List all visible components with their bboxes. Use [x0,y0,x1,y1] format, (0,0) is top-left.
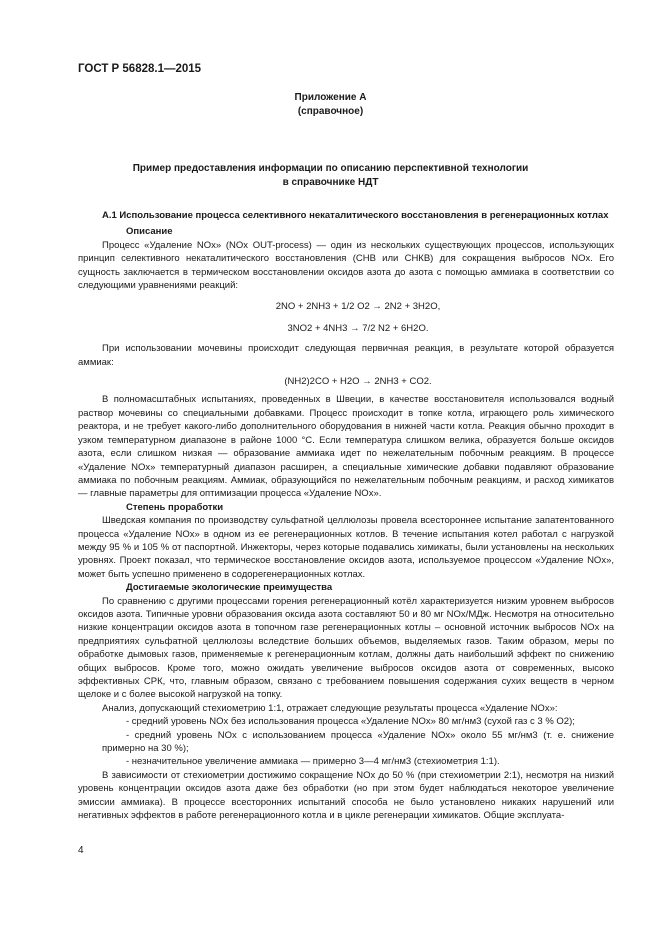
benefits-p3: В зависимости от стехиометрии достижимо сокращение NOx до 50 % (при стехиометрии 2:1), несмотря на низкий уровень концентрации оксидов азота даже без обработки (но при этом будет наблюдаться некоторое увеличение эмиссии аммиака). В процессе всесторонних испытаний способа не было установлено никаких нарушений или негативных эффектов в работе регенерационного котла и в цикле регенерации химикатов. Общие эксплуата- [78,769,614,822]
benefits-list-item: - средний уровень NOx без использования процесса «Удаление NOx» 80 мг/нм3 (сухой газ с 3 % O2); [126,716,575,728]
desc-p2: При использовании мочевины происходит следующая первичная реакция, в результате которой образуется аммиак: [78,343,614,368]
desc-heading: Описание [126,226,173,238]
body-text [78,209,614,822]
appendix-type: (справочное) [297,106,364,117]
desc-p3: В полномасштабных испытаниях, проведенных в Швеции, в качестве восстановителя использовался водный раствор мочевины со специальными добавками. Процесс происходит в топке котла, играющего роль химического реактора, и не требует какого-либо дополнительного оборудования в нижней части котла. Реакция обычно проходит в узком температурном диапазоне в районе 1000 °С. Если температура слишком велика, образуется больше оксидов азота, если слишком низкая — образование аммиака идет по нежелательным побочным реакциям. В процессе «Удаление NOx» температурный диапазон расширен, а специальные химические добавки подавляют образование аммиака по побочным реакциям. Аммиак, образующийся по нежелательным побочным реакциям, и расход химикатов — главные параметры для оптимизации процесса «Удаление NOx». [78,394,614,500]
equation-1: 2NO + 2NH3 + 1/2 O2 → 2N2 + 3H2O, [275,301,441,313]
doc-title-line2: в справочнике НДТ [282,177,379,188]
page-number: 4 [78,845,84,856]
desc-p1: Процесс «Удаление NOx» (NOx OUT-process) — один из нескольких существующих процессов, использующих принцип селективного некаталитического восстановления (СНВ или СНКВ) для сокращения выбросов NOx. Его сущность заключается в термическом восстановлении оксидов азота до азота с помощью аммиака в соответствии со следующими уравнениями реакций: [78,239,614,292]
stage-heading: Степень проработки [126,501,224,513]
stage-p1: Шведская компания по производству сульфатной целлюлозы провела всестороннее испытание запатентованного процесса «Удаление NOx» в одном из ее регенерационных котлов. В течение испытания котел работал с нагрузкой между 95 % и 105 % от паспортной. Инжекторы, через которые подавались химикаты, были установлены на нескольких уровнях. Проект показал, что термическое восстановление оксидов азота, используемое процессом «Удаление NOx», может быть успешно применено в содорегенерационных котлах. [78,515,614,580]
benefits-p1: По сравнению с другими процессами горения регенерационный котёл характеризуется низким уровнем выбросов оксидов азота. Типичные уровни образования оксида азота составляют 50 и 80 мг NOx/МДж. Несмотря на относительно низкие концентрации оксидов азота в топочном газе регенерационных котлы – основной источник выбросов NOx на предприятиях сульфатной целлюлозы вследствие больших объемов, выделяемых газов. Таким образом, меры по обработке дымовых газов, применяемые к регенерационным котлам, должны дать наибольший эффект по снижению общих выбросов. Кроме того, можно ожидать увеличение выбросов оксидов азота от современных, высоко эффективных СРК, что, главным образом, связано с требованием повышения содержания сухих веществ в черном щелоке и с более высокой нагрузкой на топку. [78,595,614,701]
equation-3: (NH2)2CO + H2O → 2NH3 + CO2. [284,376,432,388]
benefits-heading: Достигаемые экологические преимущества [126,582,333,594]
section-title: А.1 Использование процесса селективного некаталитического восстановления в регенерационных котлах [102,210,609,221]
appendix-title: Приложение А [294,92,367,103]
standard-header: ГОСТ Р 56828.1—2015 [78,63,202,75]
benefits-list-item: - незначительное увеличение аммиака — примерно 3—4 мг/нм3 (стехиометрия 1:1). [126,756,500,768]
benefits-list-item: - средний уровень NOx с использованием процесса «Удаление NOx» около 55 мг/нм3 (т. е. снижение примерно на 30 %); [102,729,614,755]
doc-title-line1: Пример предоставления информации по описанию перспективной технологии [132,163,529,174]
benefits-p2: Анализ, допускающий стехиометрию 1:1, отражает следующие результаты процесса «Удаление NOx»: [102,702,558,714]
equation-2: 3NO2 + 4NH3 → 7/2 N2 + 6H2O. [287,322,429,334]
